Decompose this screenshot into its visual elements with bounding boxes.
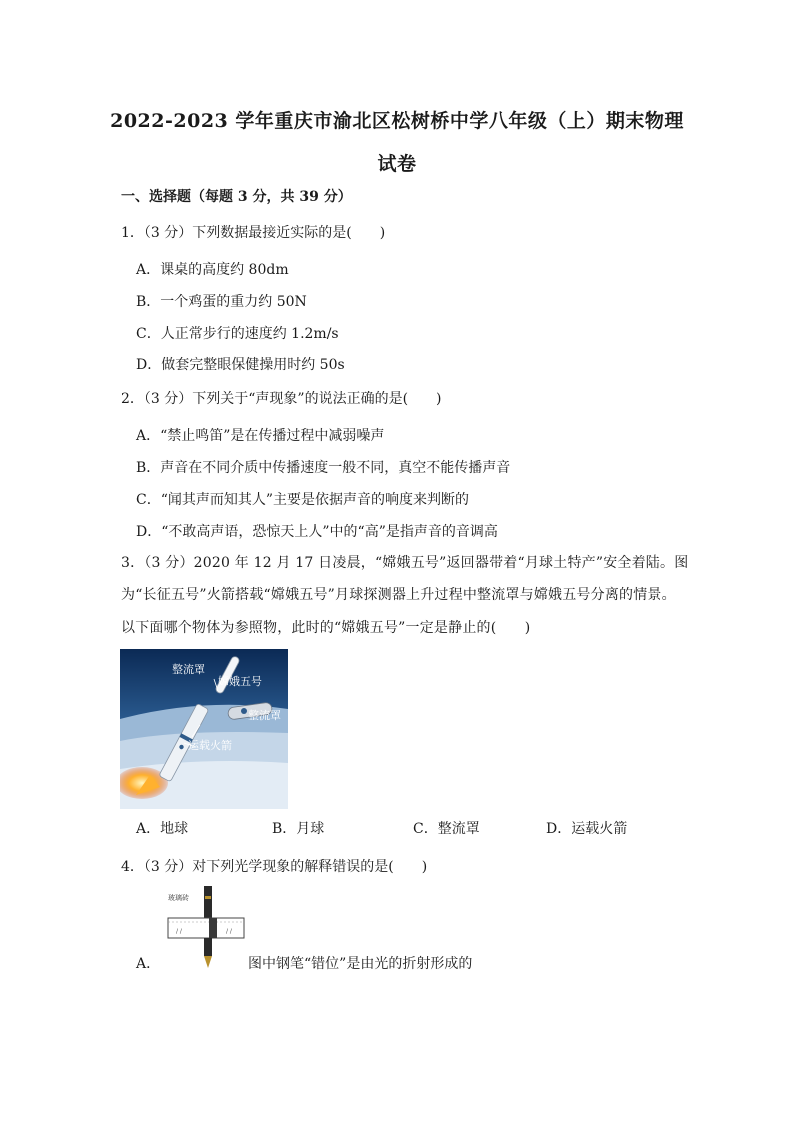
figure-glass-mark-left: / /: [176, 928, 182, 935]
question-3-option-d: D．运载火箭: [546, 821, 628, 837]
question-3-line-1: 3．（3 分）2020 年 12 月 17 日凌晨，“嫦娥五号”返回器带着“月球土特产”安全着陆。图: [121, 555, 689, 571]
question-4-option-a-letter: A．: [136, 956, 161, 972]
question-4-stem: 4．（3 分）对下列光学现象的解释错误的是( ): [121, 859, 428, 875]
exam-title-line2: 试卷: [377, 153, 417, 175]
figure-label-fairing-right: 整流罩: [248, 709, 281, 722]
pen-glass-block-figure: [162, 886, 250, 970]
figure-label-change5: 嫦娥五号: [218, 675, 262, 688]
question-2-stem: 2．（3 分）下列关于“声现象”的说法正确的是( ): [121, 391, 442, 407]
question-3-option-a: A．地球: [136, 821, 189, 837]
exam-title-line1: 2022-2023 学年重庆市渝北区松树桥中学八年级（上）期末物理: [110, 110, 684, 132]
question-2-option-d: D．“不敢高声语，恐惊天上人”中的“高”是指声音的音调高: [136, 524, 498, 540]
figure-glass-mark-right: / /: [226, 928, 232, 935]
question-2-option-b: B．声音在不同介质中传播速度一般不同，真空不能传播声音: [136, 460, 511, 476]
question-3-option-b: B．月球: [272, 821, 325, 837]
figure-label-rocket: 运载火箭: [188, 739, 232, 752]
question-2-option-a: A．“禁止鸣笛”是在传播过程中减弱噪声: [136, 428, 385, 444]
figure-label-fairing-top: 整流罩: [172, 663, 205, 676]
question-4-option-a-text: 图中钢笔“错位”是由光的折射形成的: [248, 956, 473, 972]
rocket-separation-figure: [120, 649, 288, 809]
figure-label-glass-block: 玻璃砖: [168, 894, 189, 902]
section-heading: 一、选择题（每题 3 分，共 39 分）: [121, 189, 352, 205]
question-1-stem: 1．（3 分）下列数据最接近实际的是( ): [121, 225, 386, 241]
question-3-line-3: 以下面哪个物体为参照物，此时的“嫦娥五号”一定是静止的( ): [121, 620, 531, 636]
question-3-line-2: 为“长征五号”火箭搭载“嫦娥五号”月球探测器上升过程中整流罩与嫦娥五号分离的情景。: [121, 587, 676, 603]
question-1-option-d: D．做套完整眼保健操用时约 50s: [136, 357, 345, 373]
question-3-option-c: C．整流罩: [413, 821, 480, 837]
question-1-option-a: A．课桌的高度约 80dm: [136, 262, 289, 278]
question-1-option-b: B．一个鸡蛋的重力约 50N: [136, 294, 307, 310]
question-1-option-c: C．人正常步行的速度约 1.2m/s: [136, 326, 339, 342]
question-2-option-c: C．“闻其声而知其人”主要是依据声音的响度来判断的: [136, 492, 470, 508]
